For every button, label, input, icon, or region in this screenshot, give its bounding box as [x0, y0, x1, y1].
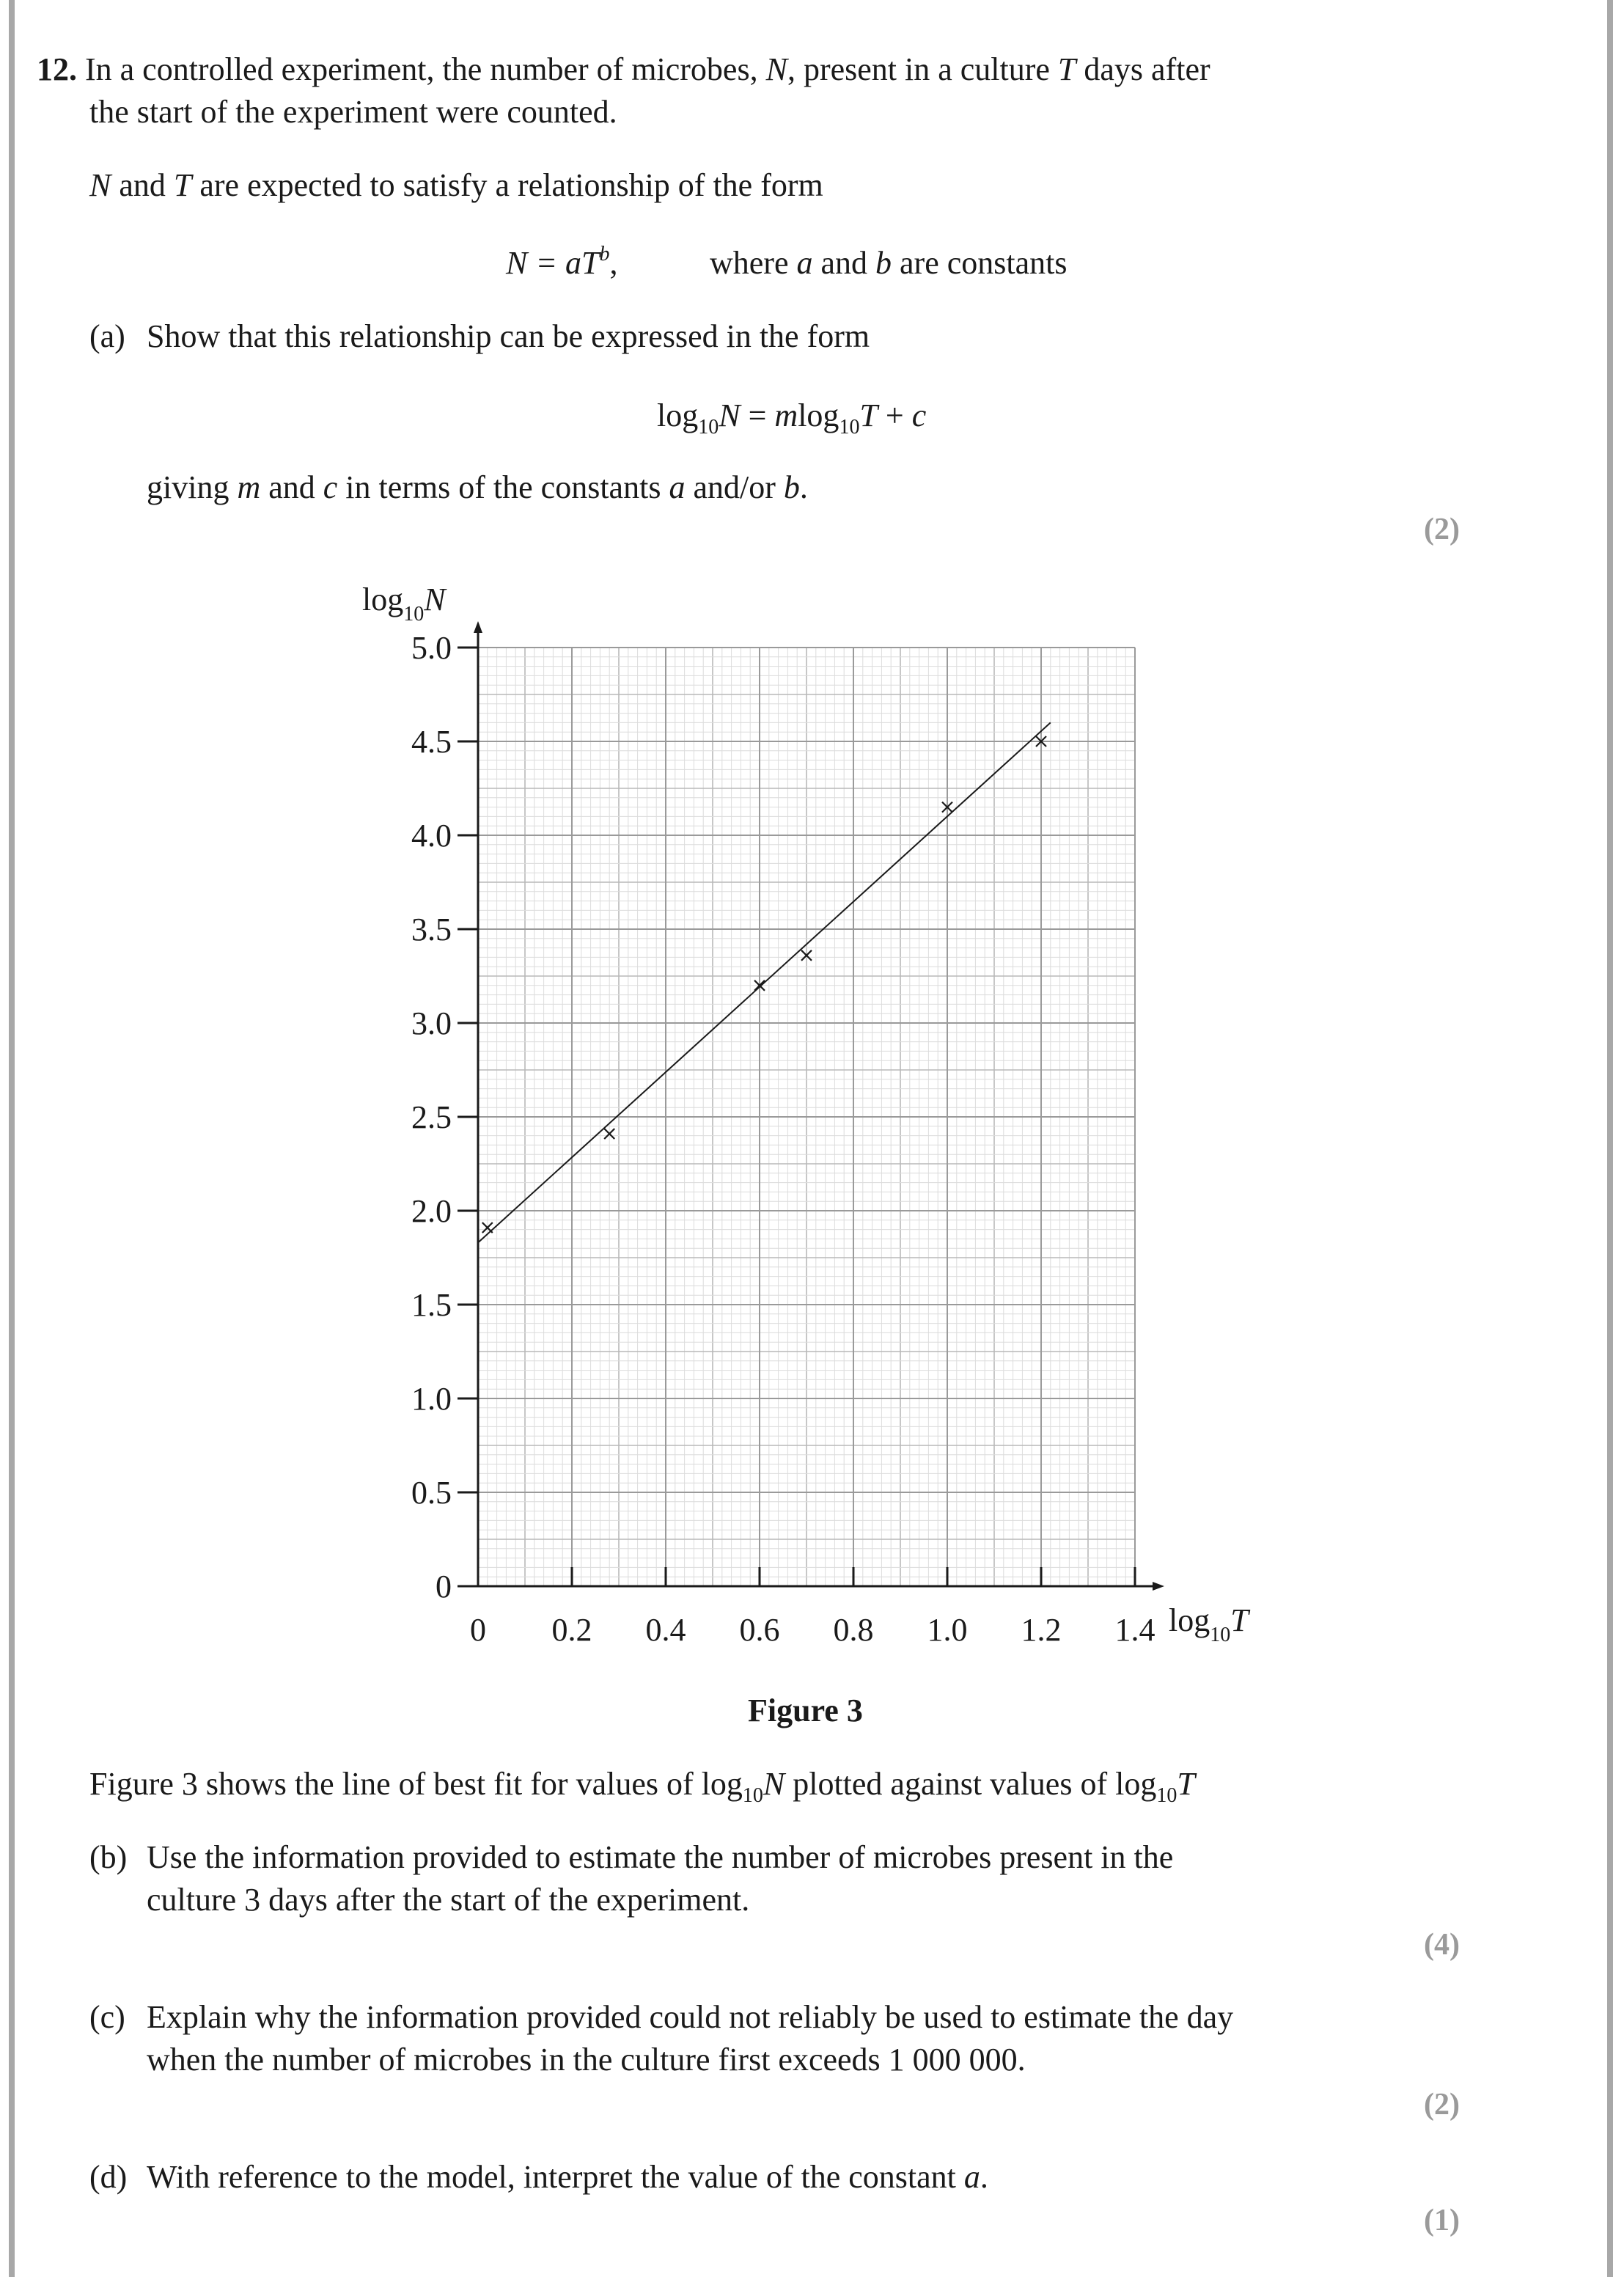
part-a-label: (a) — [89, 318, 125, 354]
var-c: c — [323, 469, 338, 505]
text: . — [980, 2159, 988, 2195]
text: in terms of the constants — [337, 469, 669, 505]
text: giving — [147, 469, 238, 505]
x-tick-label: 0.4 — [645, 1612, 686, 1648]
text: are constants — [892, 245, 1068, 281]
intro-text: , present in a culture — [787, 51, 1058, 87]
text: + — [877, 397, 912, 433]
var-c: c — [911, 397, 927, 433]
question-number: 12. — [37, 51, 77, 87]
x-tick-label: 1.2 — [1021, 1612, 1062, 1648]
part-c-line2: when the number of microbes in the culture first exceeds 1 000 000. — [147, 2042, 1026, 2078]
best-fit-group — [478, 722, 1051, 1242]
text: , — [609, 245, 618, 281]
y-tick-label: 0 — [436, 1569, 452, 1605]
var-N: N — [719, 397, 741, 433]
part-a-text: Show that this relationship can be expressed in the form — [147, 318, 870, 354]
intro-text: In a controlled experiment, the number of microbes, — [85, 51, 766, 87]
var-T: T — [1177, 1766, 1195, 1802]
y-tick-label: 4.0 — [411, 818, 452, 854]
part-b-line1: Use the information provided to estimate the number of microbes present in the — [147, 1839, 1174, 1875]
part-c-marks: (2) — [1424, 2088, 1460, 2122]
var-a: a — [963, 2159, 980, 2195]
x-tick-label: 1.4 — [1114, 1612, 1155, 1648]
var-N: N — [765, 51, 787, 87]
part-c-label: (c) — [89, 1999, 125, 2035]
part-c-line1: Explain why the information provided could not reliably be used to estimate the day — [147, 1999, 1234, 2035]
y-tick-label: 0.5 — [411, 1475, 452, 1511]
text: log — [798, 397, 839, 433]
part-b-line2: culture 3 days after the start of the experiment. — [147, 1882, 750, 1918]
intro-text: days after — [1076, 51, 1210, 87]
figure-note — [89, 1763, 1195, 1805]
text: Figure 3 shows the line of best fit for values of log — [89, 1766, 743, 1802]
var-m: m — [774, 397, 798, 433]
var-a: a — [796, 245, 813, 281]
y-tick-label: 3.0 — [411, 1005, 452, 1041]
text: plotted against values of log — [785, 1766, 1157, 1802]
y-tick-label: 1.5 — [411, 1287, 452, 1323]
part-d-marks: (1) — [1424, 2204, 1460, 2237]
formula-lhs: N = aT — [506, 245, 600, 281]
figure-caption: Figure 3 — [748, 1693, 863, 1728]
text: and/or — [685, 469, 784, 505]
var-b: b — [783, 469, 800, 505]
text: and — [260, 469, 323, 505]
var-T: T — [1057, 51, 1076, 87]
subscript: 10 — [698, 416, 719, 439]
part-d-label: (d) — [89, 2159, 128, 2195]
x-tick-label: 0.2 — [551, 1612, 592, 1648]
y-tick-label: 2.0 — [411, 1193, 452, 1229]
var-N: N — [763, 1766, 785, 1802]
tick-labels — [411, 630, 1155, 1648]
part-b-marks: (4) — [1424, 1928, 1460, 1962]
part-a-marks: (2) — [1424, 513, 1460, 546]
var-a: a — [669, 469, 686, 505]
text: and — [812, 245, 876, 281]
text: log — [657, 397, 699, 433]
y-tick-label: 4.5 — [411, 724, 452, 760]
x-tick-label: 0.8 — [833, 1612, 874, 1648]
subscript: 10 — [1156, 1784, 1177, 1807]
var-T: T — [173, 167, 192, 203]
x-axis-arrow — [1153, 1582, 1164, 1591]
y-axis-label: $\log_{10}N$ — [362, 582, 446, 626]
var-m: m — [237, 469, 261, 505]
text: where — [710, 245, 797, 281]
y-axis-arrow — [474, 621, 482, 633]
subscript: 10 — [742, 1784, 763, 1807]
var-b: b — [875, 245, 892, 281]
data-points — [482, 736, 1046, 1233]
text: are expected to satisfy a relationship of the form — [191, 167, 823, 203]
var-T: T — [859, 397, 878, 433]
x-tick-label: 0.6 — [739, 1612, 780, 1648]
x-tick-label: 0 — [470, 1612, 486, 1648]
text: . — [799, 469, 808, 505]
part-b-label: (b) — [89, 1839, 128, 1875]
text: = — [740, 397, 775, 433]
y-tick-label: 2.5 — [411, 1099, 452, 1135]
question-intro-line2: the start of the experiment were counted. — [89, 94, 617, 130]
y-tick-label: 5.0 — [411, 630, 452, 666]
best-fit-line — [478, 722, 1051, 1242]
part-d-text — [147, 2156, 988, 2199]
x-tick-label: 1.0 — [927, 1612, 968, 1648]
var-N: N — [89, 167, 111, 203]
y-tick-label: 1.0 — [411, 1381, 452, 1417]
y-tick-label: 3.5 — [411, 912, 452, 947]
formula-exponent: b — [599, 243, 610, 265]
subscript: 10 — [839, 416, 860, 439]
x-axis-label: $\log_{10}T$ — [1169, 1602, 1249, 1646]
text: and — [111, 167, 174, 203]
text: With reference to the model, interpret the value of the constant — [147, 2159, 964, 2195]
